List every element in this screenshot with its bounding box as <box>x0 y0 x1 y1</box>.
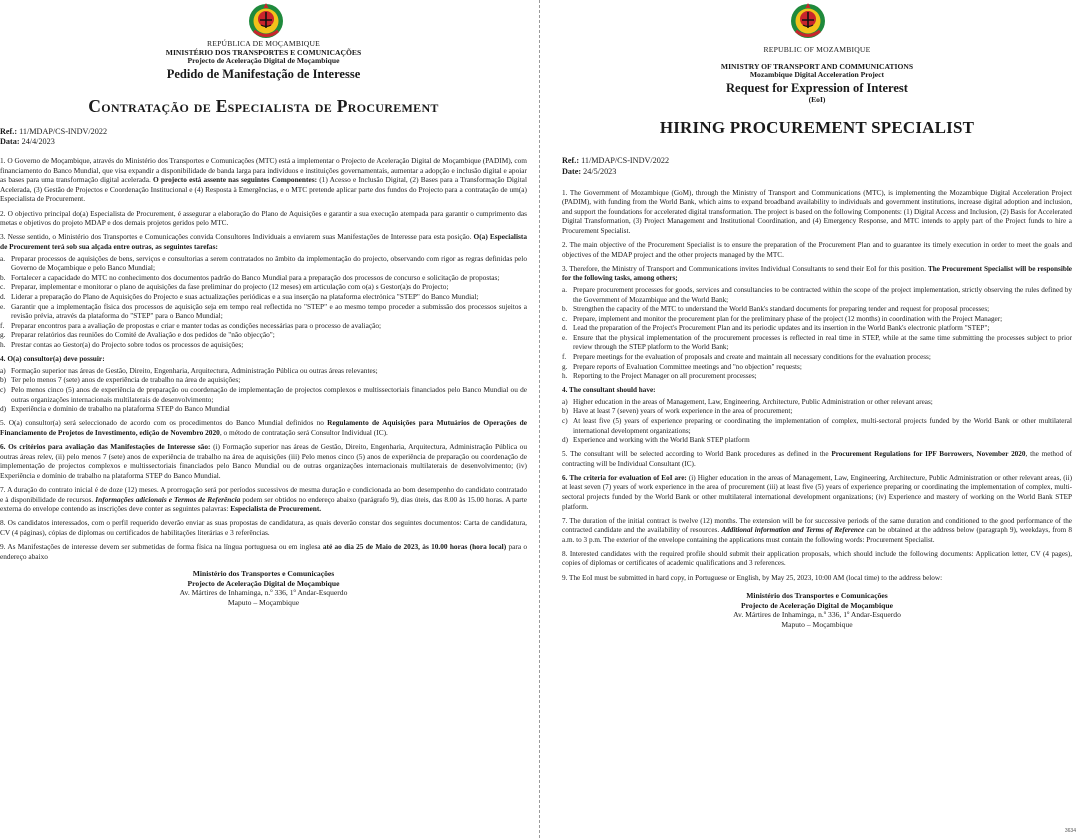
list-item <box>0 375 527 385</box>
list-item <box>562 305 1072 315</box>
list-letter: g. <box>562 362 568 371</box>
list-text: Lead the preparation of the Project's Procurement Plan and its periodic updates and its insertion in the World Bank's electronic platform "STEP"; <box>573 324 990 333</box>
p5-text: 5. O(a) consultor(a) será seleccionado de acordo com os procedimentos do Banco Mundial definidos no <box>0 418 324 428</box>
address-footer <box>0 569 527 607</box>
paragraph-1: 1. The Government of Mozambique (GoM), through the Ministry of Transport and Communications (MTC), is implementing the Mozambique Digital Acceleration Project (PADIM), with funding from the World Bank, which aims to expand broadband availability to individuals and government institutions, increase digital adoption and inclusion, and support the foundations for accelerated digital transformation. The project is based on the following Components: (1) Digital Access and Inclusion, (2) Basis for Accelerated Digital Transformation, (3) Project Management and Institutional Coordination, and (4) Emergency Response, and MTC intends to apply part of the Project funds to hire a Procurement Specialist. <box>562 188 1072 236</box>
p5-tail: , o método de contratação será Consultor Individual (IC). <box>219 427 388 437</box>
list-text: Reporting to the Project Manager on all procurement processes; <box>573 372 757 381</box>
p6-bold: 6. Os critérios para avaliação das Manifestações de Interesse são: <box>0 441 211 451</box>
paragraph-2: 2. The main objective of the Procurement Specialist is to ensure the preparation of the Procurement Plan and to guarantee its timely execution in order to meet the goals and objectives of the MDAP project and the other projects managed by the MTC. <box>562 241 1072 259</box>
ministry-name: MINISTRY OF TRANSPORT AND COMMUNICATIONS <box>720 61 914 71</box>
portuguese-body <box>0 156 527 561</box>
list-letter: d) <box>0 404 7 414</box>
project-name: Mozambique Digital Acceleration Project <box>749 70 885 80</box>
list-item <box>562 334 1072 353</box>
list-letter: g. <box>0 330 6 340</box>
p1-bold: O projecto está assente nas seguintes Componentes: <box>153 175 318 185</box>
list-letter: d) <box>562 436 568 445</box>
list-item <box>562 315 1072 325</box>
ref-label: Ref.: <box>562 156 580 166</box>
list-letter: a) <box>0 365 6 375</box>
date-value: 24/5/2023 <box>583 166 617 176</box>
list-item <box>562 363 1072 373</box>
p3-bold: The Procurement Specialist will be responsible for the following tasks, among others; <box>562 264 1073 283</box>
list-letter: b. <box>0 272 6 282</box>
list-item <box>562 286 1072 305</box>
p3-bold: O(a) Especialista de Procurement terá sob sua alçada entre outras, as seguintes tarefas: <box>0 232 527 251</box>
list-text: Formação superior nas áreas de Gestão, Direito, Engenharia, Arquitectura, Administração Pública ou outras áreas relevantes; <box>11 365 378 375</box>
list-text: Higher education in the areas of Management, Law, Engineering, Architecture, Public Administration or other relevant areas; <box>573 397 933 406</box>
p5-bold: Procurement Regulations for IPF Borrowers, November 2020 <box>831 450 1026 459</box>
list-item <box>0 254 527 273</box>
page-code: 3634 <box>1064 828 1076 834</box>
list-text: Prepare procurement processes for goods, services and consultancies to be contracted within the scope of the project implementation, strictly observing the rules defined by the Government of Mozambique and the World Bank; <box>573 285 1072 304</box>
date-label: Date: <box>562 166 582 176</box>
list-text: Preparar processos de aquisições de bens, serviços e consultorias a serem contratados no âmbito da implementação do projecto, observando com rigor as regras definidas pelo Governo de Moçambique e pelo Banco Mundial; <box>11 253 527 273</box>
list-item <box>562 324 1072 334</box>
list-letter: a) <box>562 397 568 406</box>
list-letter: d. <box>0 291 6 301</box>
list-text: Liderar a preparação do Plano de Aquisições do Projecto e suas actualizações periódicas e a sua inserção na plataforma electrónica "STEP" do Banco Mundial; <box>11 291 479 301</box>
footer-line-2: Projecto de Aceleração Digital de Moçambique <box>187 578 340 588</box>
portuguese-header <box>0 40 527 82</box>
list-text: Preparar relatórios das reuniões do Comité de Avaliação e dos pedidos de "não objecção"; <box>11 330 275 340</box>
footer-line-1: Ministério dos Transportes e Comunicações <box>746 591 888 601</box>
tasks-list <box>0 254 527 350</box>
paragraph-3 <box>562 265 1072 284</box>
list-text: Experiência e domínio de trabalho na plataforma STEP do Banco Mundial <box>11 404 230 414</box>
list-text: Ter pelo menos 7 (sete) anos de experiência de trabalho na área de aquisições; <box>11 375 241 385</box>
ministry-name: MINISTÉRIO DOS TRANSPORTES E COMUNICAÇÕES <box>165 47 362 57</box>
request-heading: Request for Expression of Interest <box>726 81 908 96</box>
list-item <box>562 372 1072 382</box>
p5-text: 5. The consultant will be selected according to World Bank procedures as defined in the <box>562 450 829 459</box>
list-item <box>0 330 527 340</box>
paragraph-2: 2. O objectivo principal do(a) Especialista de Procurement, é assegurar a elaboração do Plano de Aquisições e garantir a sua execução atempada para garantir o cumprimento das metas e objetivos do projeto MDAP e dos demais projetos geridos pelo MTC. <box>0 208 527 228</box>
paragraph-1 <box>0 156 527 204</box>
list-item <box>0 282 527 292</box>
p7-text2: can be obtained at the address below (paragraph 9), weekdays, from 8 a.m. to 3 p.m. The exterior of the envelope containing the applications must contain the following words: Procurement Specialist. <box>562 526 1073 544</box>
list-letter: b) <box>0 375 7 385</box>
list-letter: e. <box>0 301 6 311</box>
list-letter: h. <box>562 372 568 381</box>
footer-line-4: Maputo – Moçambique <box>227 597 300 607</box>
list-letter: f. <box>562 353 567 361</box>
eoi-label: (EoI) <box>808 94 826 104</box>
p9-tail: para o endereço abaixo <box>0 541 528 561</box>
list-letter: b. <box>562 305 568 314</box>
list-text: Garantir que a implementação física dos processos de aquisição seja em tempo real reflectida no "STEP" e ao mesmo tempo proceder a submissão dos processos sujeitos a revisão prévia, através da plataforma do "STEP" para o Banco Mundial; <box>11 301 527 321</box>
list-item <box>0 404 527 414</box>
paragraph-9 <box>0 542 527 561</box>
paragraph-5 <box>0 418 527 437</box>
list-item <box>0 273 527 283</box>
english-header <box>562 46 1072 104</box>
list-item <box>0 321 527 331</box>
list-letter: d. <box>562 324 568 333</box>
address-footer <box>562 591 1072 629</box>
ref-value: 11/MDAP/CS-INDV/2022 <box>19 126 108 136</box>
paragraph-3 <box>0 232 527 251</box>
list-text: Ensure that the physical implementation of the procurement processes is reflected in real time in STEP, while at the same time submitting the processes subject to prior review through the STEP platform to the World Bank; <box>573 333 1072 352</box>
paragraph-6 <box>562 474 1072 512</box>
footer-line-1: Ministério dos Transportes e Comunicações <box>192 569 335 579</box>
footer-line-2: Projecto de Aceleração Digital de Moçambique <box>741 600 893 610</box>
list-item <box>0 385 527 404</box>
p6-bold: 6. The criteria for evaluation of EoI are: <box>562 473 687 482</box>
coat-of-arms-icon <box>788 0 828 40</box>
english-body <box>562 189 1072 583</box>
paragraph-6 <box>0 442 527 480</box>
coat-of-arms-icon <box>246 0 286 40</box>
list-letter: c) <box>562 416 568 425</box>
list-item <box>0 292 527 302</box>
list-item <box>562 398 1072 408</box>
paragraph-5 <box>562 450 1072 469</box>
list-text: Prestar contas ao Gestor(a) do Projecto sobre todos os processos de aquisições; <box>11 340 244 349</box>
list-letter: b) <box>562 407 568 416</box>
list-item <box>562 436 1072 446</box>
tasks-list <box>562 286 1072 382</box>
list-letter: c. <box>562 314 567 323</box>
list-text: Prepare meetings for the evaluation of proposals and create and maintain all necessary conditions for the evaluation process; <box>573 353 931 361</box>
list-item <box>562 407 1072 417</box>
document-title: Contratação de Especialista de Procurement <box>88 95 439 116</box>
p5-bold: Regulamento de Aquisições para Mutuários de Operações de Financiamento de Projetos de Investimento, edição de Novembro 2020 <box>0 418 527 437</box>
paragraph-8: 8. Os candidatos interessados, com o perfil requerido deverão enviar as suas propostas de candidatura, as quais deverão constar dos seguintes documentos: Carta de candidatura, CV (4 páginas), cópias de diplomas ou certificados de habilitações literárias e 3 referências. <box>0 518 527 537</box>
list-text: Preparar, implementar e monitorar o plano de aquisições da fase preliminar do projecto (12 meses) em articulação com o(a) s Gestor(a)s do Projecto; <box>11 282 449 292</box>
list-text: Prepare, implement and monitor the procurement plan for the preliminary phase of the project (12 months) in coordination with the Project Manager; <box>573 314 1003 323</box>
project-name: Projecto de Aceleração Digital de Moçambique <box>187 56 340 66</box>
request-heading: Pedido de Manifestação de Interesse <box>166 67 361 82</box>
paragraph-4-title: 4. The consultant should have: <box>562 386 656 395</box>
p7-text2: podem ser obtidos no endereço abaixo (parágrafo 9), dias úteis, das 8.00 às 15.00 horas. A parte externa do envelope contendo as inscrições deve conter as seguintes palavras: <box>0 494 527 514</box>
p3-text: 3. Therefore, the Ministry of Transport and Communications invites Individual Consultants to send their EoI for this position. <box>562 264 927 273</box>
ref-value: 11/MDAP/CS-INDV/2022 <box>581 156 670 166</box>
p6-text: (i) Higher education in the areas of Management, Law, Engineering, Architecture, Public Administration or other relevant areas, (ii) at least seven (7) years of work experience in the area of procurement (iii) at least five (5) years of experience preparing or coordinating the implementation of complex, multi-sectoral projects funded by the World Bank or other multilateral international development organizations; (iv) Experience and mastery of working on the World Bank STEP platform. <box>562 473 1073 511</box>
reference-block <box>0 127 527 148</box>
list-item <box>562 417 1072 436</box>
list-item <box>0 366 527 376</box>
list-text: Fortalecer a capacidade do MTC no conhecimento dos documentos padrão do Banco Mundial para a preparação dos processos de concurso e solicitação de propostas; <box>11 272 500 282</box>
list-text: At least five (5) years of experience preparing or coordinating the implementation of complex, multi-sectoral projects funded by the World Bank or other multilateral international development organizations; <box>573 416 1072 435</box>
document-title: HIRING PROCUREMENT SPECIALIST <box>659 118 975 138</box>
p1-tail: (1) Acesso e Inclusão Digital, (2) Bases para a Transformação Digital Acelerada, (3) Gestão de Projectos e Coordenação Institucional e (4) Resposta à Emergências, e o MTC pretende aplicar parte dos fundos do Projecto para a contratação de um(a) Especialista de Procurement. <box>0 175 527 204</box>
list-letter: f. <box>0 320 5 330</box>
list-text: Pelo menos cinco (5) anos de experiência de preparação ou coordenação de implementação de projectos complexos e multissectoriais financiados pelo Banco Mundial ou de outras organizações internacionais multilaterais de desenvolvimento; <box>11 384 527 404</box>
list-letter: e. <box>562 333 567 342</box>
p5-tail: , the method of contracting will be Individual Consultant (IC). <box>562 450 1072 468</box>
paragraph-7 <box>0 485 527 514</box>
p1-text: 1. O Governo de Moçambique, através do Ministério dos Transportes e Comunicações (MTC) está a implementar o Projecto de Aceleração Digital de Moçambique (PADIM), com financiamento do Banco Mundial, que visa expandir a disponibilidade de banda larga para indivíduos e instituições governamentais, aumentar a adopção e inclusão digital e apoiar as bases para uma transformação digital acelerada. <box>0 156 527 185</box>
republic-name: REPÚBLICA DE MOÇAMBIQUE <box>206 39 321 48</box>
english-column <box>540 0 1080 838</box>
p7-text: 7. The duration of the initial contract is twelve (12) months. The extension will be for successive periods of the same duration and conditioned to the good performance of the contracted candidate and the availability of resources. <box>562 516 1072 535</box>
list-text: Strengthen the capacity of the MTC to understand the World Bank's standard documents for preparing tender and request for proposal processes; <box>573 305 990 314</box>
reference-block <box>562 156 1072 177</box>
list-text: Prepare reports of Evaluation Committee meetings and "no objection" requests; <box>573 362 802 371</box>
p7-bold-italic: Informações adicionais e Termos de Referência <box>95 494 241 504</box>
p7-bold: Especialista de Procurement. <box>230 504 322 514</box>
list-letter: c. <box>0 282 6 292</box>
p7-bold-italic: Additional information and Terms of Reference <box>721 526 865 535</box>
requirements-list <box>562 398 1072 446</box>
date-value: 24/4/2023 <box>21 136 55 146</box>
list-text: Preparar encontros para a avaliação de propostas e criar e manter todas as condições necessárias para o processo de avaliação; <box>11 320 382 330</box>
list-letter: a. <box>562 285 567 294</box>
list-letter: h. <box>0 340 6 349</box>
p9-bold: até ao dia 25 de Maio de 2023, às 10.00 horas (hora local) <box>322 541 507 551</box>
requirements-list <box>0 366 527 414</box>
p9-text: 9. As Manifestações de interesse devem ser submetidas de forma física na língua portuguesa ou em inglesa <box>0 541 321 551</box>
footer-line-4: Maputo – Moçambique <box>781 619 853 629</box>
date-label: Data: <box>0 136 20 146</box>
list-text: Experience and working with the World Bank STEP platform <box>573 436 750 445</box>
paragraph-8: 8. Interested candidates with the required profile should submit their application proposals, which should include the following documents: Application letter, CV (4 pages), copies of diplomas or certificates of academic qualifications and 3 references. <box>562 549 1072 568</box>
paragraph-4-title: 4. O(a) consultor(a) deve possuir: <box>0 354 105 364</box>
p6-text: (i) Formação superior nas áreas de Gestão, Direito, Engenharia, Arquitectura, Administração Pública ou outras áreas relev, (ii) pelo menos 7 (sete) anos de experiência de trabalho na área de aquisições (iii) Pelo menos cinco (5) anos de experiência de preparação ou coordenação de implementação de projectos complexos e multissectoriais financiados pelo Banco Mundial ou de outras organizações internacionais multilaterais de desenvolvimento; (iv) Experiência e domínio de trabalho na plataforma STEP do Banco Mundial. <box>0 441 527 480</box>
paragraph-7 <box>562 517 1072 546</box>
footer-line-3: Av. Mártires de Inhaminga, n.º 336, 1º Andar-Esquerdo <box>179 588 348 598</box>
p3-text: 3. Nesse sentido, o Ministério dos Transportes e Comunicações convida Consultores Individuais a enviarem suas Manifestações de Interesse para esta posição. <box>0 232 472 242</box>
republic-name: REPUBLIC OF MOZAMBIQUE <box>763 45 871 54</box>
list-letter: a. <box>0 253 6 263</box>
ref-label: Ref.: <box>0 126 18 136</box>
p7-text: 7. A duração do contrato inicial é de doze (12) meses. A prorrogação será por períodos sucessivos de mesma duração e condicionada ao bom desempenho do candidato contratado e à disponibilidade de recursos. <box>0 484 527 504</box>
list-item <box>562 353 1072 363</box>
list-item <box>0 340 527 350</box>
list-item <box>0 302 527 321</box>
list-letter: c) <box>0 384 6 394</box>
paragraph-9: 9. The EoI must be submitted in hard copy, in Portuguese or English, by May 25, 2023, 10:00 AM (local time) to the address below: <box>562 573 943 582</box>
footer-line-3: Av. Mártires de Inhaminga, n.º 336, 1º Andar-Esquerdo <box>733 610 901 620</box>
list-text: Have at least 7 (seven) years of work experience in the area of procurement; <box>573 407 793 416</box>
